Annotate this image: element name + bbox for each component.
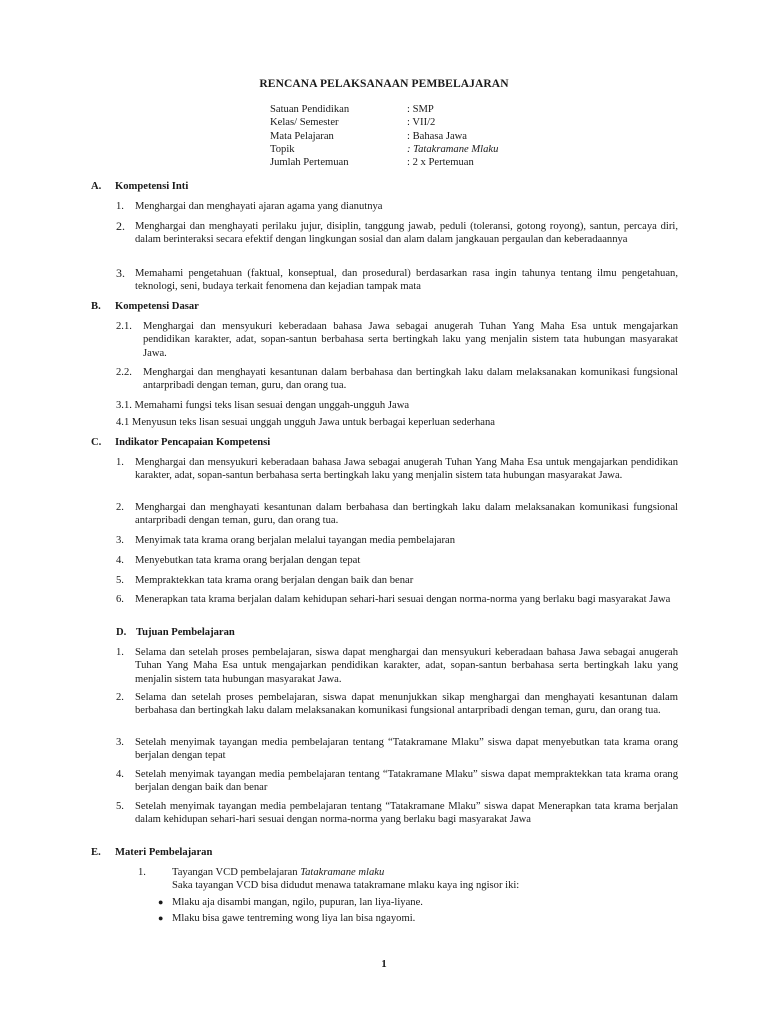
materi-line-2: Saka tayangan VCD bisa didudut menawa tatakramane mlaku kaya ing ngisor iki: bbox=[172, 880, 520, 892]
section-heading-a bbox=[91, 180, 188, 193]
section-title: Indikator Pencapaian Kompetensi bbox=[115, 437, 271, 448]
section-title: Tujuan Pembelajaran bbox=[136, 627, 235, 638]
ki-item-3 bbox=[116, 267, 678, 294]
item-number: 4.1 bbox=[116, 417, 130, 428]
meta-value: : VII/2 bbox=[407, 117, 436, 129]
item-text: Menyimak tata krama orang berjalan melalui tayangan media pembelajaran bbox=[135, 535, 456, 546]
item-number: 4. bbox=[116, 769, 124, 780]
item-number: 2. bbox=[116, 502, 124, 513]
meta-label: Satuan Pendidikan bbox=[270, 104, 350, 115]
materi-bullet-2 bbox=[158, 912, 415, 925]
meta-value: : SMP bbox=[407, 104, 434, 115]
item-text: Memahami fungsi teks lisan sesuai dengan unggah-ungguh Jawa bbox=[134, 400, 410, 411]
item-text: Setelah menyimak tayangan media pembelajaran tentang “Tatakramane Mlaku” siswa dapat Menerapkan tata krama berjalan dalam kehidupan sehari-hari sesuai dengan norma-norma yang berlaku bagi masyarakat Jawa bbox=[135, 801, 678, 826]
meta-row-mapel bbox=[270, 130, 498, 143]
meta-row-satuan bbox=[270, 103, 498, 116]
ipk-item-6 bbox=[116, 593, 678, 606]
item-text: Setelah menyimak tayangan media pembelajaran tentang “Tatakramane Mlaku” siswa dapat mempraktekkan tata krama orang berjalan dengan baik dan benar bbox=[135, 769, 678, 794]
kd-item-2-1 bbox=[116, 320, 678, 360]
section-heading-c bbox=[91, 436, 270, 449]
meta-row-kelas bbox=[270, 116, 498, 129]
section-title: Kompetensi Dasar bbox=[115, 301, 199, 312]
ipk-item-4 bbox=[116, 554, 678, 567]
tujuan-item-4 bbox=[116, 768, 678, 795]
document-title: RENCANA PELAKSANAAN PEMBELAJARAN bbox=[259, 78, 509, 90]
ki-item-1 bbox=[116, 200, 678, 213]
materi-item-1 bbox=[138, 866, 678, 893]
tujuan-item-2 bbox=[116, 691, 678, 718]
bullet-icon: ● bbox=[158, 897, 164, 907]
item-text: Menyebutkan tata krama orang berjalan dengan tepat bbox=[135, 555, 361, 566]
item-text: Menghargai dan menghayati perilaku jujur, disiplin, tanggung jawab, peduli (toleransi, gotong royong), santun, percaya diri, dalam berinteraksi secara efektif dengan lingkungan sosial dan alam dalam jangkauan pergaulan dan keberadaannya bbox=[135, 221, 678, 246]
meta-row-topik bbox=[270, 143, 498, 156]
meta-value: : Tatakramane Mlaku bbox=[407, 143, 499, 155]
ipk-item-1 bbox=[116, 456, 678, 483]
ki-item-2 bbox=[116, 220, 678, 247]
meta-label: Jumlah Pertemuan bbox=[270, 157, 349, 169]
item-number: 2.1. bbox=[116, 321, 132, 332]
tujuan-item-1 bbox=[116, 646, 678, 686]
item-text: Menghargai dan mensyukuri keberadaan bahasa Jawa sebagai anugerah Tuhan Yang Maha Esa untuk mengajarkan pendidikan karakter, adat, sopan-santun berbahasa serta bertingkah laku yang menjalin sistem tata hubungan masyarakat Jawa. bbox=[143, 321, 678, 359]
ipk-item-2 bbox=[116, 501, 678, 528]
item-text: Setelah menyimak tayangan media pembelajaran tentang “Tatakramane Mlaku” siswa dapat menyebutkan tata krama orang berjalan dengan tepat bbox=[135, 737, 678, 762]
kd-item-2-2 bbox=[116, 366, 678, 393]
section-heading-b bbox=[91, 300, 199, 313]
ipk-item-5 bbox=[116, 574, 678, 587]
meta-value: : 2 x Pertemuan bbox=[407, 157, 474, 169]
item-number: 4. bbox=[116, 555, 124, 566]
bullet-text: Mlaku bisa gawe tentreming wong liya lan bisa ngayomi. bbox=[172, 913, 416, 924]
section-letter: D. bbox=[116, 627, 127, 638]
meta-label: Kelas/ Semester bbox=[270, 117, 339, 129]
item-number: 2.2. bbox=[116, 367, 132, 378]
section-letter: E. bbox=[91, 847, 101, 858]
section-heading-e bbox=[91, 846, 212, 859]
item-text: Selama dan setelah proses pembelajaran, siswa dapat menghargai dan mensyukuri keberadaan bahasa Jawa sebagai anugerah Tuhan Yang Maha Esa untuk mengajarkan pendidikan karakter, adat, sopan-santun berbahasa serta bertingkah laku yang menjalin sistem tata hubungan masyarakat Jawa. bbox=[135, 647, 678, 685]
item-number: 1. bbox=[116, 647, 124, 658]
item-number: 6. bbox=[116, 594, 124, 605]
item-number: 3. bbox=[116, 266, 125, 280]
item-text: Menghargai dan menghayati ajaran agama yang dianutnya bbox=[135, 201, 383, 212]
item-text: Menerapkan tata krama berjalan dalam kehidupan sehari-hari sesuai dengan norma-norma yang berlaku bagi masyarakat Jawa bbox=[135, 594, 671, 605]
item-number: 3.1. bbox=[116, 400, 132, 411]
item-text: Selama dan setelah proses pembelajaran, siswa dapat menunjukkan sikap menghargai dan menghayati kesantunan dalam berbahasa dan bertingkah laku dalam melaksanakan komunikasi fungsional antarpribadi dengan teman, guru, dan orang tua. bbox=[135, 692, 678, 717]
item-number: 2. bbox=[116, 692, 124, 703]
item-number: 5. bbox=[116, 801, 124, 812]
tujuan-item-3 bbox=[116, 736, 678, 763]
item-text: Menyusun teks lisan sesuai unggah ungguh Jawa untuk berbagai keperluan sederhana bbox=[131, 417, 495, 428]
item-number: 1. bbox=[138, 867, 146, 878]
tujuan-item-5 bbox=[116, 800, 678, 827]
meta-label: Topik bbox=[270, 143, 295, 155]
item-number: 3. bbox=[116, 737, 124, 748]
item-number: 1. bbox=[116, 457, 124, 468]
section-letter: C. bbox=[91, 437, 102, 448]
ipk-item-3 bbox=[116, 534, 678, 547]
meta-value: : Bahasa Jawa bbox=[407, 130, 468, 142]
materi-topic: Tatakramane mlaku bbox=[300, 867, 385, 878]
item-text bbox=[172, 866, 678, 893]
materi-prefix: Tayangan VCD pembelajaran bbox=[172, 867, 301, 878]
item-text: Menghargai dan menghayati kesantunan dalam berbahasa dan bertingkah laku dalam melaksanakan komunikasi fungsional antarpribadi dengan teman, guru, dan orang tua. bbox=[143, 367, 678, 392]
item-number: 2. bbox=[116, 219, 125, 233]
item-number: 1. bbox=[116, 201, 124, 212]
section-title: Materi Pembelajaran bbox=[115, 847, 213, 858]
item-text: Mempraktekkan tata krama orang berjalan dengan baik dan benar bbox=[135, 575, 414, 586]
bullet-text: Mlaku aja disambi mangan, ngilo, pupuran, lan liya-liyane. bbox=[172, 897, 423, 908]
item-number: 5. bbox=[116, 575, 124, 586]
page-number: 1 bbox=[381, 958, 387, 970]
identity-table bbox=[270, 103, 498, 169]
section-title: Kompetensi Inti bbox=[115, 181, 189, 192]
item-number: 3. bbox=[116, 535, 124, 546]
materi-bullet-1 bbox=[158, 896, 423, 909]
section-heading-d bbox=[116, 626, 235, 639]
meta-label: Mata Pelajaran bbox=[270, 130, 334, 142]
section-letter: B. bbox=[91, 301, 101, 312]
kd-item-4-1 bbox=[116, 416, 495, 429]
item-text: Memahami pengetahuan (faktual, konseptual, dan prosedural) berdasarkan rasa ingin tahunya tentang ilmu pengetahuan, teknologi, seni, budaya terkait fenomena dan kejadian tampak mata bbox=[135, 268, 678, 293]
item-text: Menghargai dan menghayati kesantunan dalam berbahasa dan bertingkah laku dalam melaksanakan komunikasi fungsional antarpribadi dengan teman, guru, dan orang tua. bbox=[135, 502, 678, 527]
item-text: Menghargai dan mensyukuri keberadaan bahasa Jawa sebagai anugerah Tuhan Yang Maha Esa untuk mengajarkan pendidikan karakter, adat, sopan-santun berbahasa serta bertingkah laku yang menjalin sistem tata hubungan masyarakat Jawa. bbox=[135, 457, 678, 482]
bullet-icon: ● bbox=[158, 913, 164, 923]
meta-row-pertemuan bbox=[270, 156, 498, 169]
materi-line-1 bbox=[172, 866, 678, 879]
section-letter: A. bbox=[91, 181, 102, 192]
kd-item-3-1 bbox=[116, 399, 409, 412]
